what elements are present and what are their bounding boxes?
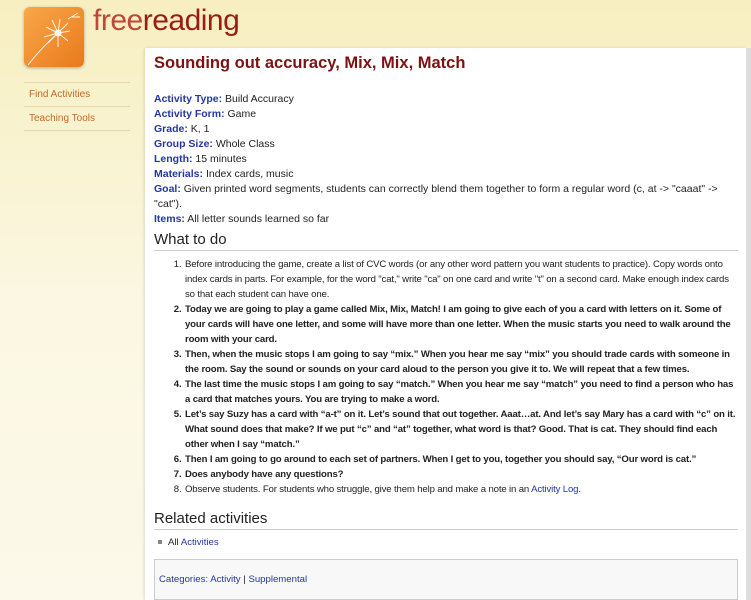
sidebar-item-teaching-tools[interactable]: Teaching Tools [24, 107, 130, 131]
step-item: 5. Let’s say Suzy has a card with “a-t” on it. Let’s sound that out together. Aaat…at. And let’s say Mary has a card with “c” on it. What sound does that make? If we put “c” and “at” together, what word is that? Good. That is cat. They should find each other when I say “match.” [184, 407, 738, 452]
step-item: 6. Then I am going to go around to each set of partners. When I get to you, together you should say, “Our word is cat.” [184, 452, 738, 467]
meta-row: Grade: K, 1 [154, 123, 210, 135]
step-item: 8. Observe students. For students who struggle, give them help and make a note in an Activity Log. [184, 482, 738, 497]
meta-row: Group Size: Whole Class [154, 138, 275, 150]
categories-box: Categories: Activity | Supplemental [154, 559, 738, 600]
meta-row: Length: 15 minutes [154, 153, 247, 165]
activity-log-link[interactable]: Activity Log [531, 484, 579, 495]
step-item: 1. Before introducing the game, create a list of CVC words (or any other word pattern you want students to practice). Copy words onto index cards in parts. For example, for the word "cat," write "ca" on one card and write "t" on a second card. Make enough index cards so that each student can have one. [184, 257, 738, 302]
category-supplemental-link[interactable]: Supplemental [248, 574, 308, 585]
meta-row: Materials: Index cards, music [154, 168, 294, 180]
brand-wordmark[interactable]: freereading [93, 4, 240, 37]
meta-row: Activity Type: Build Accuracy [154, 93, 294, 105]
related-heading: Related activities [154, 510, 738, 530]
what-to-do-heading: What to do [154, 231, 738, 251]
activity-meta [154, 92, 738, 227]
meta-row: Activity Form: Game [154, 108, 257, 120]
main-content [145, 48, 746, 600]
step-item: 7. Does anybody have any questions? [184, 467, 738, 482]
meta-row: Goal: Given printed word segments, students can correctly blend them together to form a regular word (c, at -> "caaat" -> "cat"). [154, 183, 718, 210]
freereading-logo[interactable] [24, 7, 84, 67]
related-item: All Activities [158, 537, 219, 548]
related-list [158, 537, 219, 548]
categories-link[interactable]: Categories [159, 574, 206, 585]
category-activity-link[interactable]: Activity [210, 574, 241, 585]
page-title: Sounding out accuracy, Mix, Mix, Match [154, 54, 466, 72]
dandelion-icon [24, 7, 84, 67]
step-item: 2. Today we are going to play a game called Mix, Mix, Match! I am going to give each of you a card with letters on it. Some of your cards will have one letter, and some will have more than one letter. When the music starts you need to walk around the room with your card. [184, 302, 738, 347]
scrollbar[interactable] [746, 48, 751, 600]
step-item: 4. The last time the music stops I am going to say “match.” When you hear me say “match” you need to find a person who has a card that matches yours. You are trying to make a word. [184, 377, 738, 407]
sidebar-nav [24, 82, 130, 131]
sidebar-item-find-activities[interactable]: Find Activities [24, 83, 130, 107]
step-item: 3. Then, when the music stops I am going to say “mix.” When you hear me say “mix” you should trade cards with someone in the room. Say the sound or sounds on your card aloud to the person you give it to. We will repeat that a few times. [184, 347, 738, 377]
all-activities-link[interactable]: Activities [180, 537, 219, 548]
meta-row: Items: All letter sounds learned so far [154, 213, 330, 225]
steps-list [184, 257, 738, 497]
